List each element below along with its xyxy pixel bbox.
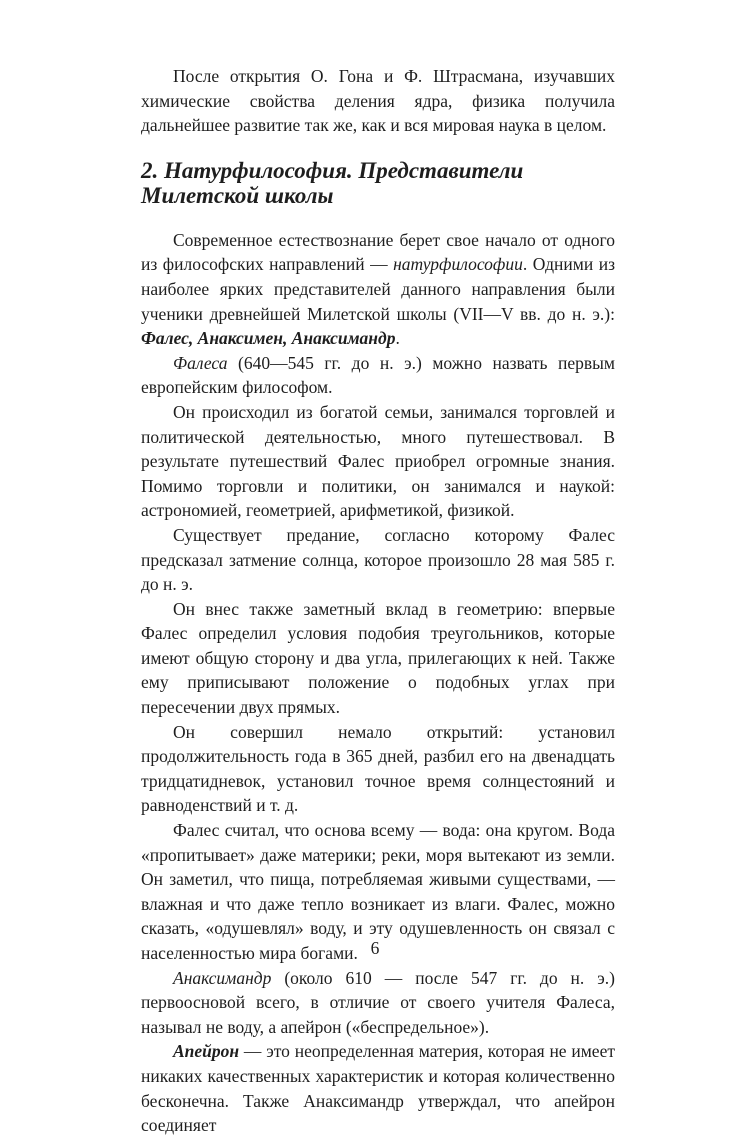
strong-term: Апейрон: [173, 1041, 240, 1062]
paragraph-eclipse: Существует предание, согласно которому Фалес предсказал затмение солнца, которое произошло 28 мая 585 г. до н. э.: [141, 524, 615, 595]
paragraph-natural-philosophy: [141, 228, 615, 351]
paragraph-apeiron: [141, 1039, 615, 1137]
section-heading: [141, 158, 615, 208]
paragraph-thales-origin: Он происходил из богатой семьи, занимался торговлей и политической деятельностью, много путешествовал. В результате путешествий Фалес приобрел огромные знания. Помимо торговли и политики, он занимался и наукой: астрономией, геометрией, арифметикой, физикой.: [141, 401, 615, 521]
text-run: (около 610 — после 547 гг. до н. э.) первоосновой всего, в отличие от своего учителя Фалеса, называл не воду, а апейрон («беспредельное»).: [141, 967, 615, 1037]
paragraph-anaximander: [141, 966, 615, 1040]
text-run: Современное естествознание берет свое начало от одного из философских направлений —: [141, 229, 615, 275]
section-heading-line-1: 2. Натурфилософия. Представители: [141, 157, 524, 183]
paragraph-discoveries: Он совершил немало открытий: установил продолжительность года в 365 дней, разбил его на двенадцать тридцатидневок, установил точное время солнцестояний и равноденствий и т. д.: [141, 721, 615, 816]
page-number: 6: [370, 938, 380, 958]
paragraph-geometry: Он внес также заметный вклад в геометрию: впервые Фалес определил условия подобия треугольников, которые имеют общую сторону и два угла, прилегающих к ней. Также ему приписывают положение о подобных углах при пересечении двух прямых.: [141, 598, 615, 718]
text-run: (640—545 гг. до н. э.) можно назвать первым европейским философом.: [141, 352, 615, 398]
emphasis-term: натурфилософии: [393, 254, 523, 275]
page-body: [141, 64, 615, 1138]
text-run: .: [395, 328, 400, 349]
text-run: — это неопределенная материя, которая не имеет никаких качественных характеристик и которая количественно бесконечна. Также Анаксимандр утверждал, что апейрон соединяет: [141, 1041, 615, 1136]
emphasis-name: Фалеса: [173, 352, 228, 373]
strong-names: Фалес, Анаксимен, Анаксимандр: [141, 328, 396, 349]
paragraph-water: Фалес считал, что основа всему — вода: она кругом. Вода «пропитывает» даже материки; реки, моря вытекают из земли. Он заметил, что пища, потребляемая живыми существами, — влажная и что даже тепло возникает из влаги. Фалес, можно сказать, «одушевлял» воду, и эту одушевленность он связал с населенностью мира богами.: [141, 820, 615, 963]
paragraph-thales-intro: [141, 351, 615, 400]
intro-paragraph: После открытия О. Гона и Ф. Штрасмана, изучавших химические свойства деления ядра, физика получила дальнейшее развитие так же, как и вся мировая наука в целом.: [141, 66, 615, 136]
text-run: . Одними из наиболее ярких представителей данного направления были ученики древнейшей Милетской школы (VII—V вв. до н. э.):: [141, 254, 615, 324]
emphasis-name: Анаксимандр: [173, 967, 272, 988]
section-heading-line-2: Милетской школы: [141, 182, 334, 208]
